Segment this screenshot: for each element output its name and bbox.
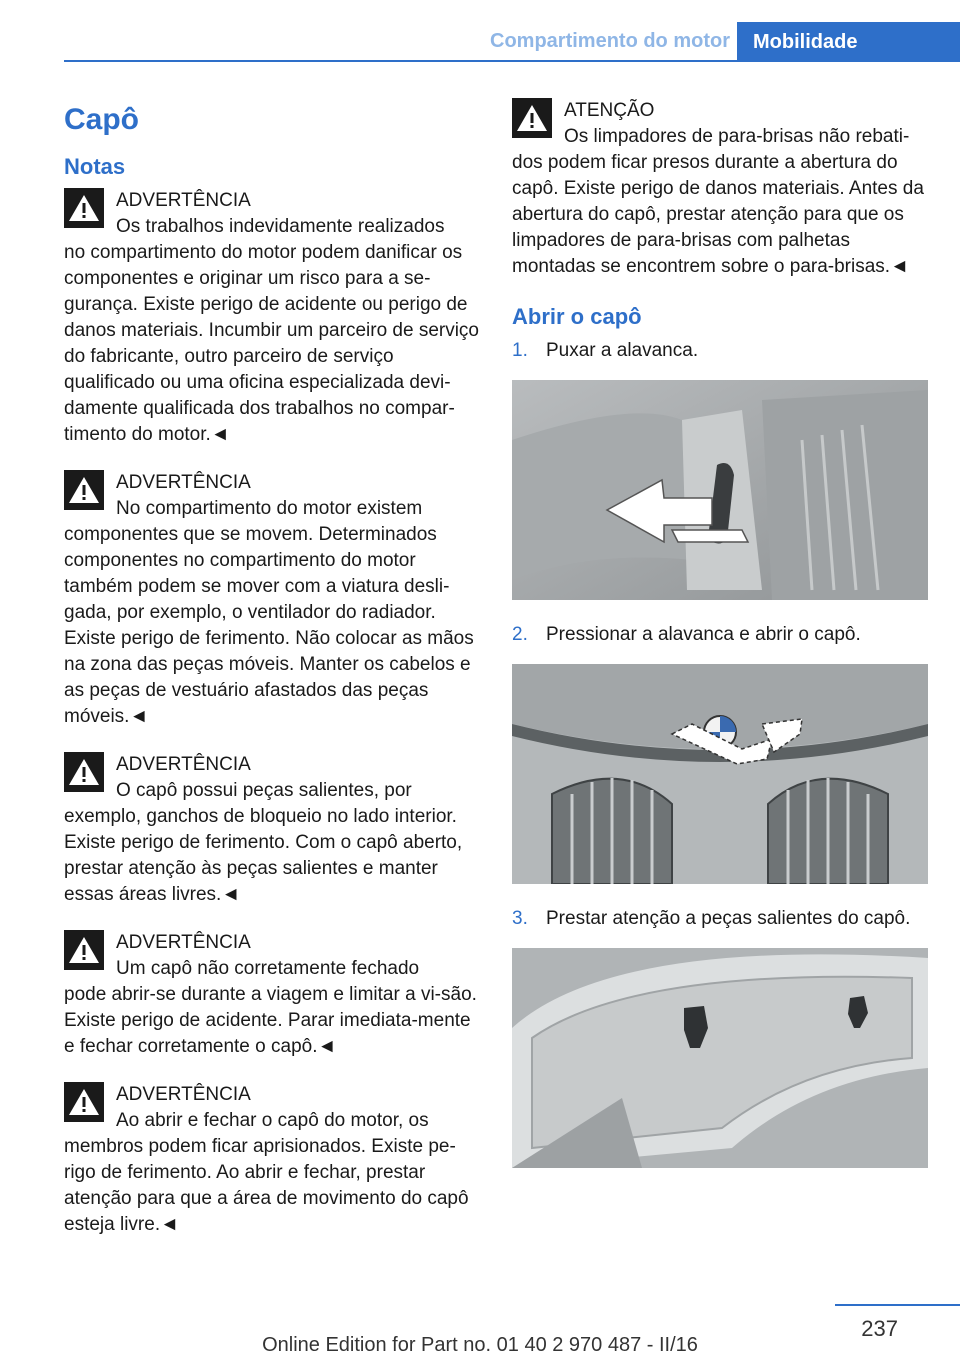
step-text: Prestar atenção a peças salientes do capô. — [546, 908, 911, 929]
header-divider — [64, 60, 960, 62]
steps-list — [512, 338, 928, 1168]
hood-underside-photo — [512, 948, 928, 1168]
step-number: 3. — [512, 908, 528, 929]
page-number: 237 — [861, 1316, 898, 1341]
edition-footer: Online Edition for Part no. 01 40 2 970 487 - II/16 — [262, 1334, 698, 1356]
warning-triangle-icon — [64, 752, 104, 792]
step-text: Puxar a alavanca. — [546, 340, 699, 361]
tab-mobilidade[interactable]: Mobilidade — [737, 22, 960, 62]
step-number: 2. — [512, 624, 528, 645]
warning-triangle-icon — [64, 188, 104, 228]
warning-text: Os trabalhos indevidamente realizados — [116, 216, 445, 237]
warning-text: Ao abrir e fechar o capô do motor, os — [116, 1110, 429, 1131]
warning-text: O capô possui peças salientes, por — [116, 780, 412, 801]
page-number-divider — [835, 1304, 960, 1306]
list-item — [512, 906, 928, 932]
warning-block — [64, 930, 479, 1060]
section-title-abrir-capo: Abrir o capô — [512, 304, 642, 329]
warning-block — [64, 1082, 479, 1238]
hood-release-photo — [512, 664, 928, 884]
breadcrumb[interactable]: Compartimento do motor — [490, 30, 730, 52]
warning-block — [64, 752, 479, 908]
warning-text: pode abrir-se durante a viagem e limitar a vi-são. Existe perigo de acidente. Parar imediata-mente e fechar corretamente o capô.◄ — [64, 984, 477, 1057]
warning-heading: ADVERTÊNCIA — [116, 472, 251, 493]
warning-block — [64, 188, 479, 448]
page-header — [0, 0, 960, 64]
list-item — [512, 622, 928, 648]
warning-text: componentes que se movem. Determinados componentes no compartimento do motor também podem se mover com a viatura desli-gada, por exemplo, o ventilador do radiador. Existe perigo de ferimento. Não colocar as mãos na zona das peças móveis. Manter os cabelos e as peças de vestuário afastados das peças móveis.◄ — [64, 524, 474, 727]
left-column — [64, 98, 479, 1260]
section-title-notas: Notas — [64, 154, 126, 179]
warning-heading: ADVERTÊNCIA — [116, 932, 251, 953]
warning-heading: ADVERTÊNCIA — [116, 190, 251, 211]
step-number: 1. — [512, 340, 528, 361]
list-item — [512, 338, 928, 364]
warning-text: Um capô não corretamente fechado — [116, 958, 420, 979]
warning-text: membros podem ficar aprisionados. Existe pe-rigo de ferimento. Ao abrir e fechar, prestar atenção para que a área de movimento do capô esteja livre.◄ — [64, 1136, 469, 1235]
notice-block — [512, 98, 928, 280]
warning-text: No compartimento do motor existem — [116, 498, 423, 519]
warning-triangle-icon — [64, 470, 104, 510]
warning-triangle-icon — [64, 1082, 104, 1122]
notice-heading: ATENÇÃO — [564, 100, 655, 121]
warning-text: no compartimento do motor podem danificar os componentes e originar um risco para a se-gurança. Existe perigo de acidente ou perigo de danos materiais. Incumbir um parceiro de serviço do fabricante, outro parceiro de serviço qualificado ou uma oficina especializada devi-damente qualificada dos trabalhos no compar-timento do motor.◄ — [64, 242, 480, 445]
warning-triangle-icon — [64, 930, 104, 970]
right-column — [512, 98, 928, 1190]
page-title: Capô — [64, 103, 139, 136]
warning-triangle-icon — [512, 98, 552, 138]
warning-heading: ADVERTÊNCIA — [116, 754, 251, 775]
warning-heading: ADVERTÊNCIA — [116, 1084, 251, 1105]
step-text: Pressionar a alavanca e abrir o capô. — [546, 624, 861, 645]
warning-block — [64, 470, 479, 730]
warning-text: exemplo, ganchos de bloqueio no lado interior. Existe perigo de ferimento. Com o capô aberto, prestar atenção às peças salientes e manter essas áreas livres.◄ — [64, 806, 463, 905]
notice-text: dos podem ficar presos durante a abertura do capô. Existe perigo de danos materiais. Antes da abertura do capô, prestar atenção para que os limpadores de para-brisas com palhetas montadas se encontrem sobre o para-brisas.◄ — [512, 152, 924, 277]
lever-photo — [512, 380, 928, 600]
notice-text: Os limpadores de para-brisas não rebati- — [564, 126, 910, 147]
